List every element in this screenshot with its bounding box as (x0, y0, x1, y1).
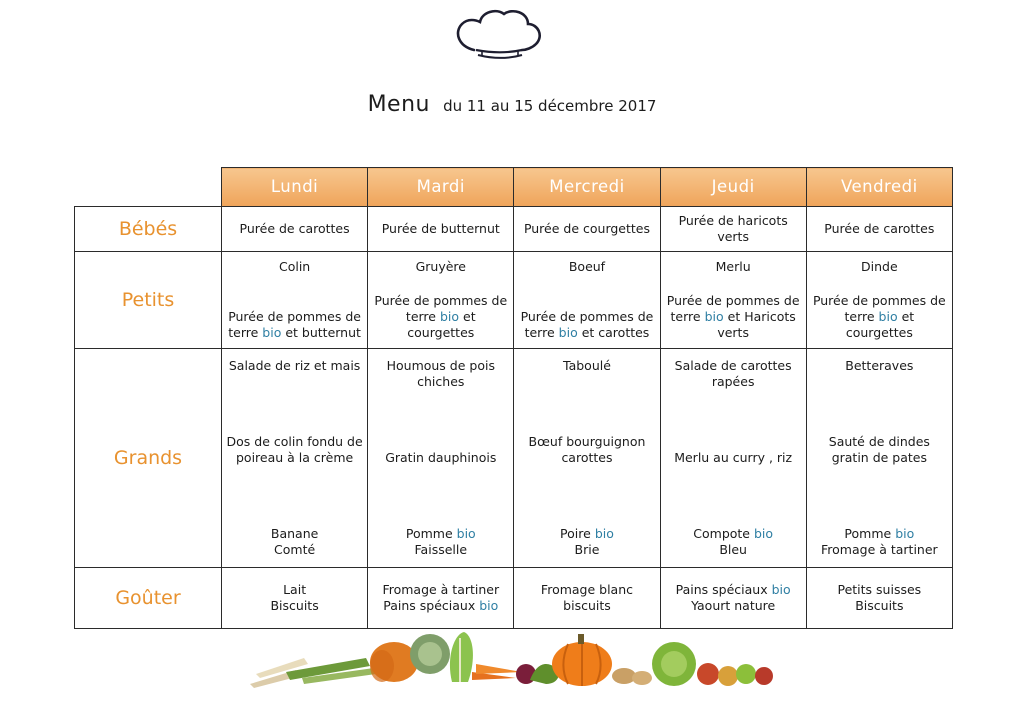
dessert: Banane Comté (270, 526, 319, 557)
main-dish: Boeuf (568, 259, 606, 274)
menu-cell: Fromage blanc biscuits (514, 568, 660, 629)
page-title (0, 92, 1024, 117)
menu-cell: Purée de haricots verts (660, 207, 806, 252)
dessert: Pomme bio Fromage à tartiner (821, 526, 938, 557)
main-dish: Merlu au curry , riz (674, 450, 793, 465)
bio-label: bio (262, 325, 282, 340)
menu-cell (222, 349, 368, 568)
day-header-mercredi: Mercredi (514, 168, 660, 207)
starter: Salade de riz et mais (228, 358, 361, 373)
main-dish: Gratin dauphinois (385, 450, 497, 465)
bio-label: bio (771, 582, 791, 597)
category-grands: Grands (75, 349, 222, 568)
category-petits: Petits (75, 252, 222, 349)
dessert: Poire bio Brie (560, 526, 614, 557)
menu-cell: Pains spéciaux bio Yaourt nature (660, 568, 806, 629)
corner-cell (75, 168, 222, 207)
menu-title: Menu (367, 92, 430, 117)
side-dish: Purée de pommes de terre bio et carottes (520, 309, 654, 340)
menu-cell (806, 349, 952, 568)
menu-cell (514, 252, 660, 349)
menu-cell: Petits suisses Biscuits (806, 568, 952, 629)
main-dish: Sauté de dindes gratin de pates (828, 434, 930, 465)
day-header-mardi: Mardi (368, 168, 514, 207)
bio-label: bio (895, 526, 915, 541)
bio-label: bio (558, 325, 578, 340)
dessert: Pomme bio Faisselle (405, 526, 476, 557)
table-row (75, 568, 953, 629)
table-row (75, 207, 953, 252)
starter: Taboulé (563, 358, 611, 373)
day-header-lundi: Lundi (222, 168, 368, 207)
menu-cell (368, 252, 514, 349)
day-header-row (75, 168, 953, 207)
bio-label: bio (753, 526, 774, 541)
day-header-jeudi: Jeudi (660, 168, 806, 207)
side-dish: Purée de pommes de terre bio et courgettes (374, 293, 508, 340)
main-dish: Merlu (715, 259, 751, 274)
menu-cell (514, 349, 660, 568)
menu-cell (660, 349, 806, 568)
category-bebes: Bébés (75, 207, 222, 252)
day-header-vendredi: Vendredi (806, 168, 952, 207)
main-dish: Dos de colin fondu de poireau à la crème (226, 434, 363, 465)
side-dish: Purée de pommes de terre bio et Haricots verts (666, 293, 800, 340)
menu-cell: Purée de carottes (806, 207, 952, 252)
menu-cell (368, 349, 514, 568)
dessert: Compote bio Bleu (693, 526, 774, 557)
table-row (75, 349, 953, 568)
bio-label: bio (479, 598, 499, 613)
side-dish: Purée de pommes de terre bio et courgettes (812, 293, 946, 340)
menu-cell (660, 252, 806, 349)
menu-table (74, 167, 953, 629)
menu-cell: Purée de courgettes (514, 207, 660, 252)
menu-cell: Purée de carottes (222, 207, 368, 252)
menu-date-range: du 11 au 15 décembre 2017 (443, 97, 657, 115)
menu-cell: Lait Biscuits (222, 568, 368, 629)
main-dish: Bœuf bourguignon carottes (528, 434, 646, 465)
starter: Salade de carottes rapées (674, 358, 792, 389)
side-dish: Purée de pommes de terre bio et butternut (228, 309, 361, 340)
bio-label: bio (456, 526, 476, 541)
starter: Houmous de pois chiches (386, 358, 495, 389)
category-gouter: Goûter (75, 568, 222, 629)
main-dish: Colin (278, 259, 311, 274)
menu-cell (222, 252, 368, 349)
bio-label: bio (594, 526, 614, 541)
bio-label: bio (439, 309, 460, 324)
menu-cell: Fromage à tartiner Pains spéciaux bio (368, 568, 514, 629)
bio-label: bio (878, 309, 898, 324)
main-dish: Dinde (861, 259, 898, 274)
table-row (75, 252, 953, 349)
vegetables-illustration-icon (246, 628, 776, 690)
main-dish: Gruyère (415, 259, 466, 274)
bio-label: bio (704, 309, 724, 324)
menu-cell: Purée de butternut (368, 207, 514, 252)
chef-hat-icon (452, 6, 544, 62)
menu-cell (806, 252, 952, 349)
starter: Betteraves (845, 358, 914, 373)
